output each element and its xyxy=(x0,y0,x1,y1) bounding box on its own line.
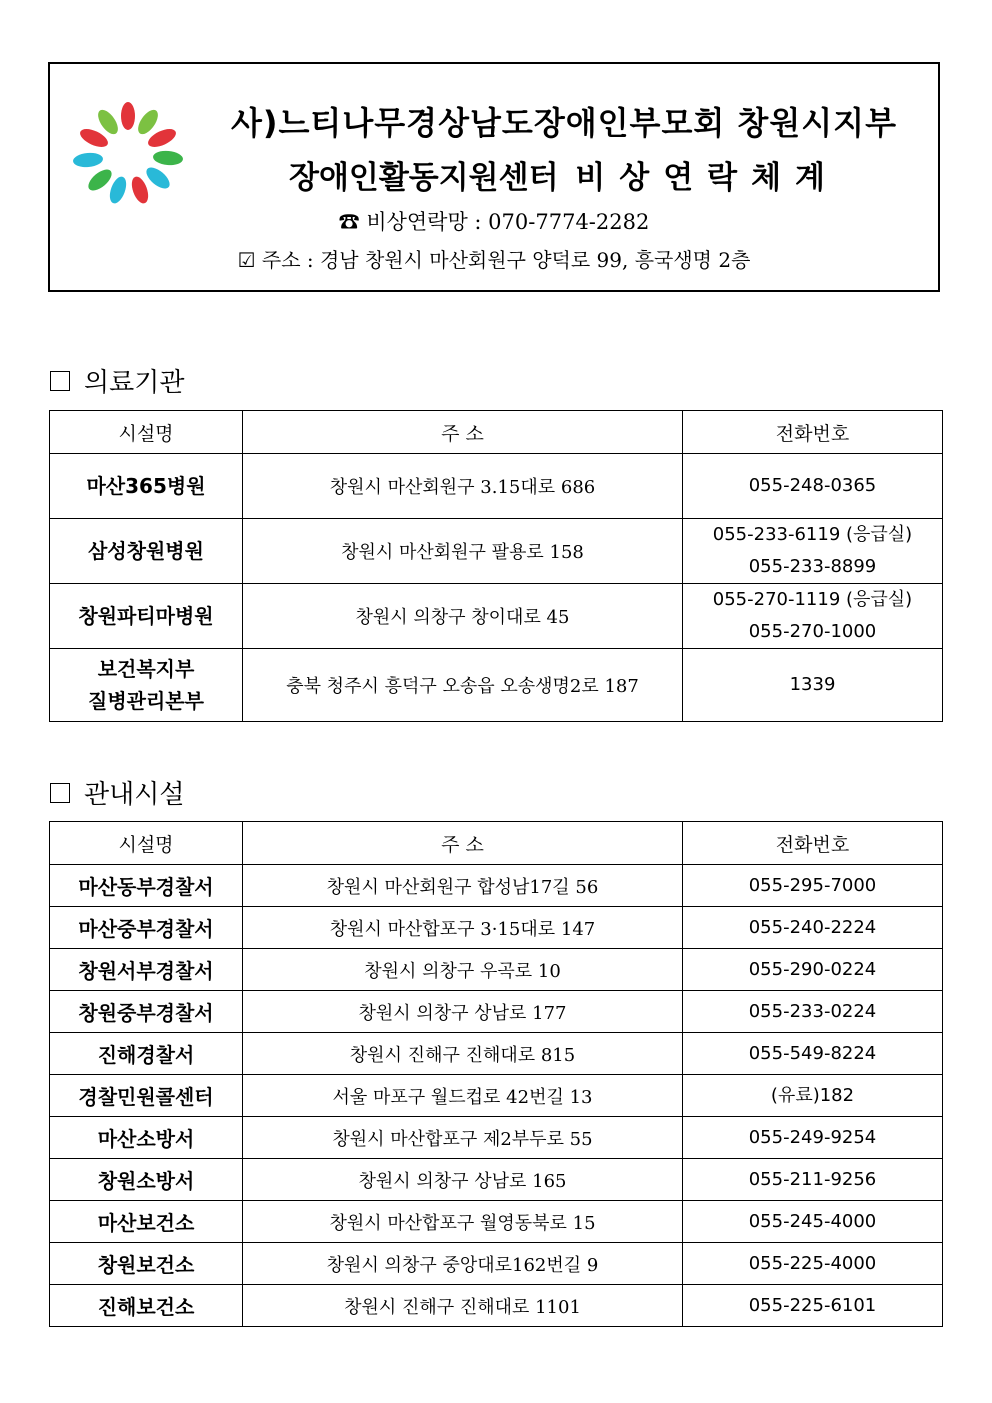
table-row xyxy=(50,991,943,1033)
table-row xyxy=(50,1159,943,1201)
facility-address: 창원시 의창구 상남로 165 xyxy=(243,1159,683,1201)
square-icon xyxy=(50,371,70,391)
facility-phone xyxy=(683,519,943,584)
table-row xyxy=(50,649,943,722)
facility-phone: (유료)182 xyxy=(683,1075,943,1117)
table-row xyxy=(50,454,943,519)
facility-name: 마산365병원 xyxy=(50,454,243,519)
organization-title: 사)느티나무경상남도장애인부모회 창원시지부 xyxy=(230,104,897,142)
facility-name: 창원서부경찰서 xyxy=(50,949,243,991)
facility-phone: 1339 xyxy=(683,649,943,722)
address-text: 주소 : 경남 창원시 마산회원구 양덕로 99, 흥국생명 2층 xyxy=(261,248,751,272)
facility-phone: 055-233-0224 xyxy=(683,991,943,1033)
facility-address: 창원시 의창구 중앙대로162번길 9 xyxy=(243,1243,683,1285)
facility-address: 창원시 마산회원구 팔용로 158 xyxy=(243,519,683,584)
facility-address: 창원시 의창구 창이대로 45 xyxy=(243,584,683,649)
column-header: 전화번호 xyxy=(683,411,943,454)
facility-address: 서울 마포구 월드컵로 42번길 13 xyxy=(243,1075,683,1117)
facility-address: 창원시 진해구 진해대로 815 xyxy=(243,1033,683,1075)
phone-line: 055-233-6119 (응급실) xyxy=(712,524,913,545)
facility-phone xyxy=(683,584,943,649)
document-title xyxy=(190,152,938,197)
facility-phone: 055-249-9254 xyxy=(683,1117,943,1159)
facility-phone: 055-225-4000 xyxy=(683,1243,943,1285)
table-row xyxy=(50,519,943,584)
facilities-table xyxy=(49,821,943,1327)
facility-name: 진해보건소 xyxy=(50,1285,243,1327)
facility-name: 삼성창원병원 xyxy=(50,519,243,584)
facility-name: 마산동부경찰서 xyxy=(50,865,243,907)
hotline xyxy=(50,206,938,236)
address xyxy=(50,244,938,273)
column-header: 주 소 xyxy=(243,411,683,454)
facility-address: 창원시 마산회원구 3.15대로 686 xyxy=(243,454,683,519)
medical-section-title: 의료기관 xyxy=(50,362,184,399)
table-header-row xyxy=(50,822,943,865)
square-icon xyxy=(50,783,70,803)
table-row xyxy=(50,1033,943,1075)
column-header: 주 소 xyxy=(243,822,683,865)
facility-name: 마산소방서 xyxy=(50,1117,243,1159)
phone-line: 055-233-8899 xyxy=(748,556,877,577)
facility-name: 진해경찰서 xyxy=(50,1033,243,1075)
facility-phone: 055-295-7000 xyxy=(683,865,943,907)
facility-phone: 055-290-0224 xyxy=(683,949,943,991)
facility-name: 창원중부경찰서 xyxy=(50,991,243,1033)
facility-phone: 055-245-4000 xyxy=(683,1201,943,1243)
facility-name: 창원파티마병원 xyxy=(50,584,243,649)
facility-phone: 055-211-9256 xyxy=(683,1159,943,1201)
facility-phone: 055-549-8224 xyxy=(683,1033,943,1075)
medical-table xyxy=(49,410,943,722)
column-header: 전화번호 xyxy=(683,822,943,865)
table-row xyxy=(50,1243,943,1285)
table-header-row xyxy=(50,411,943,454)
name-line: 보건복지부 xyxy=(97,657,195,681)
facility-address: 창원시 마산합포구 3·15대로 147 xyxy=(243,907,683,949)
facilities-section-title: 관내시설 xyxy=(50,774,184,811)
facility-name xyxy=(50,649,243,722)
table-row xyxy=(50,949,943,991)
table-row xyxy=(50,584,943,649)
facility-address: 창원시 의창구 상남로 177 xyxy=(243,991,683,1033)
facility-name: 경찰민원콜센터 xyxy=(50,1075,243,1117)
table-row xyxy=(50,1285,943,1327)
phone-icon: ☎ xyxy=(338,210,360,234)
facility-address: 창원시 마산회원구 합성남17길 56 xyxy=(243,865,683,907)
organization-logo xyxy=(68,100,188,204)
column-header: 시설명 xyxy=(50,411,243,454)
table-row xyxy=(50,1117,943,1159)
facility-name: 창원보건소 xyxy=(50,1243,243,1285)
facility-address: 충북 청주시 흥덕구 오송읍 오송생명2로 187 xyxy=(243,649,683,722)
emergency-contact-title: 비상연락체계 xyxy=(575,160,839,196)
table-row xyxy=(50,907,943,949)
hotline-text: 비상연락망 : 070-7774-2282 xyxy=(366,210,650,234)
facility-address: 창원시 마산합포구 월영동북로 15 xyxy=(243,1201,683,1243)
header-box xyxy=(48,62,940,292)
facility-phone: 055-225-6101 xyxy=(683,1285,943,1327)
center-name: 장애인활동지원센터 xyxy=(289,160,559,196)
column-header: 시설명 xyxy=(50,822,243,865)
facility-address: 창원시 의창구 우곡로 10 xyxy=(243,949,683,991)
facility-name: 마산중부경찰서 xyxy=(50,907,243,949)
facility-phone: 055-248-0365 xyxy=(683,454,943,519)
checkbox-icon: ☑ xyxy=(237,248,256,272)
facility-name: 창원소방서 xyxy=(50,1159,243,1201)
phone-line: 055-270-1000 xyxy=(748,621,877,642)
table-row xyxy=(50,865,943,907)
table-row xyxy=(50,1201,943,1243)
facility-address: 창원시 마산합포구 제2부두로 55 xyxy=(243,1117,683,1159)
table-row xyxy=(50,1075,943,1117)
facility-phone: 055-240-2224 xyxy=(683,907,943,949)
facility-address: 창원시 진해구 진해대로 1101 xyxy=(243,1285,683,1327)
phone-line: 055-270-1119 (응급실) xyxy=(712,589,913,610)
facility-name: 마산보건소 xyxy=(50,1201,243,1243)
name-line: 질병관리본부 xyxy=(88,689,204,713)
